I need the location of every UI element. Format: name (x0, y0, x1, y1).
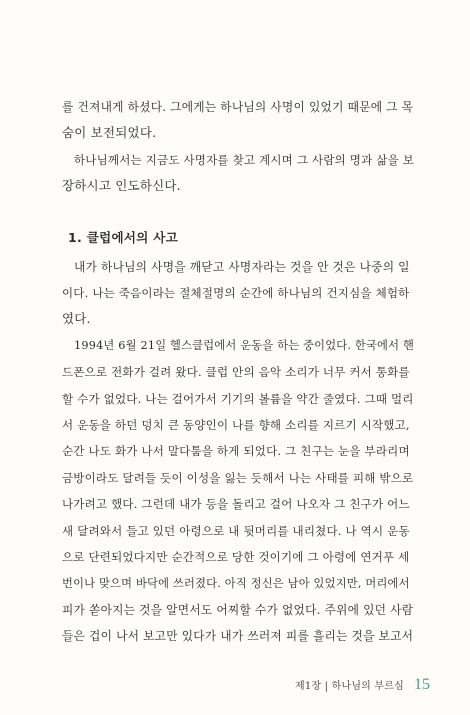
text-line: 내가 하나님의 사명을 깨닫고 사명자라는 것을 안 것은 나중의 일 (74, 259, 410, 274)
page-footer (295, 676, 430, 694)
running-head: 제1장 | 하나님의 부르심 (294, 681, 404, 692)
page-number: 15 (414, 676, 430, 693)
text-line: 장하시고 인도하신다. (62, 178, 181, 194)
text-line: 1994년 6월 21일 헬스클럽에서 운동을 하는 중이었다. 한국에서 핸 (74, 338, 415, 352)
text-line: 이다. 나는 죽음이라는 절체절명의 순간에 하나님의 건지심을 체험하 (62, 286, 410, 301)
text-line: 번이나 맞으며 바닥에 쓰러졌다. 아직 정신은 남아 있었지만, 머리에서 (62, 576, 410, 590)
text-line: 새 달려와서 들고 있던 아령으로 내 뒷머리를 내리쳤다. 나 역시 운동 (62, 523, 410, 538)
section-heading: 1. 클럽에서의 사고 (68, 229, 178, 245)
text-line: 였다. (62, 311, 91, 327)
text-line: 할 수가 없었다. 나는 걸어가서 기기의 볼륨을 약간 줄였다. 그때 멀리 (62, 391, 414, 406)
text-line: 으로 단련되었다지만 순간적으로 당한 것이기에 그 아령에 연거푸 세 (62, 550, 410, 565)
text-line: 숨이 보전되었다. (62, 125, 157, 141)
text-line: 하나님께서는 지금도 사명자를 찾고 계시며 그 사람의 명과 삶을 보 (74, 152, 415, 167)
text-line: 드폰으로 전화가 걸려 왔다. 클럽 안의 음악 소리가 너무 커서 통화를 (62, 365, 410, 380)
text-line: 를 건져내게 하셨다. 그에게는 하나님의 사명이 있었기 때문에 그 목 (62, 100, 414, 114)
body-text (62, 94, 414, 650)
text-line: 서 운동을 하던 덩치 큰 동양인이 나를 향해 소리를 지르기 시작했고, (62, 418, 410, 433)
text-line: 순간 나도 화가 나서 말다툼을 하게 되었다. 그 친구는 눈을 부라리며 (62, 444, 410, 459)
text-line: 나가려고 했다. 그런데 내가 등을 돌리고 걸어 나오자 그 친구가 어느 (62, 497, 410, 512)
text-line: 금방이라도 달려들 듯이 이성을 잃는 듯해서 나는 사태를 피해 밖으로 (62, 470, 414, 485)
text-line: 피가 쏟아지는 것을 알면서도 어찌할 수가 없었다. 주위에 있던 사람 (62, 602, 414, 617)
text-line: 들은 겁이 나서 보고만 있다가 내가 쓰러져 피를 흘리는 것을 보고서 (62, 629, 414, 644)
